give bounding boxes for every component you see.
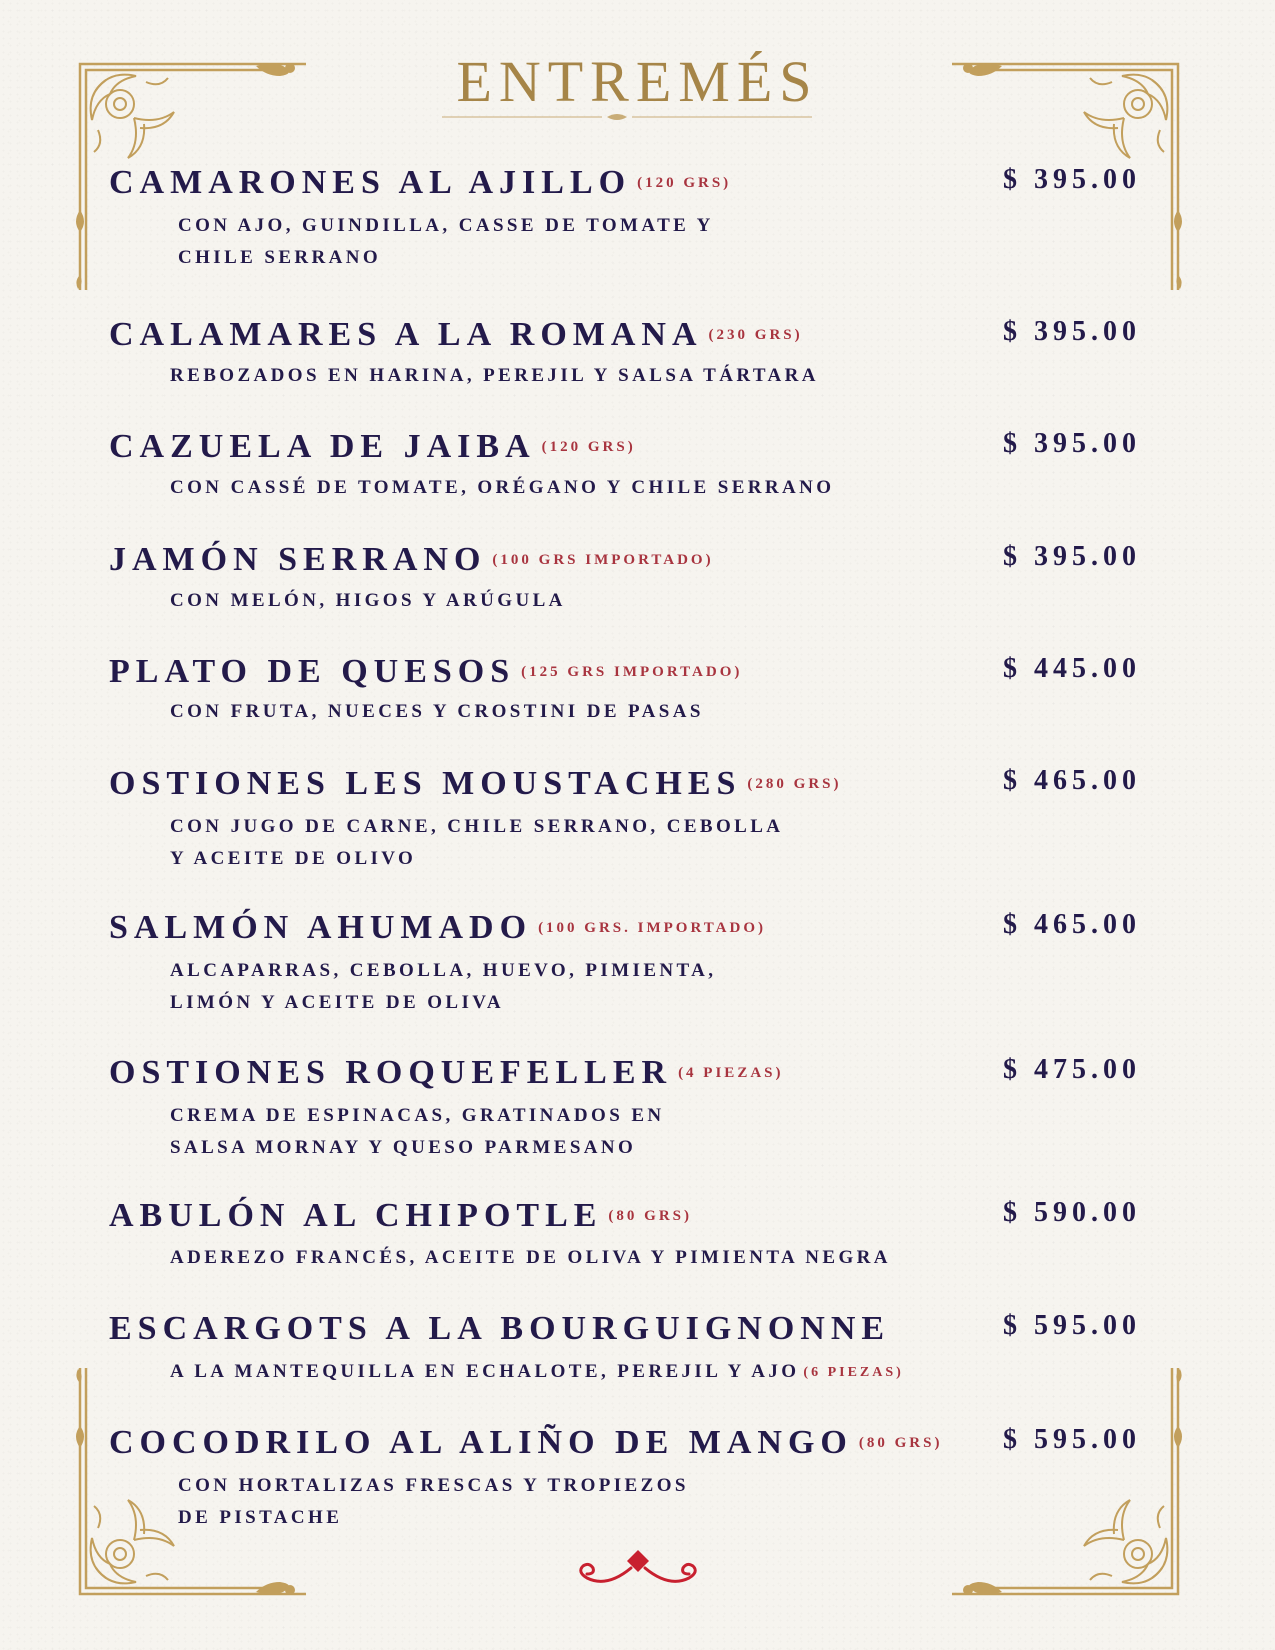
item-heading [109,765,842,803]
item-description: CON MELÓN, HIGOS Y ARÚGULA [170,590,566,611]
item-heading [109,1197,692,1235]
item-portion: (120 GRS) [541,439,636,455]
item-heading [109,653,742,691]
item-portion: (230 GRS) [708,327,803,343]
item-price: $ 475.00 [1003,1054,1141,1085]
item-name: OSTIONES ROQUEFELLER [109,1054,673,1091]
item-portion: (100 GRS IMPORTADO) [492,552,714,568]
item-portion: (4 PIEZAS) [678,1065,784,1081]
item-price: $ 465.00 [1003,765,1141,796]
item-name: COCODRILO AL ALIÑO DE MANGO [109,1424,853,1461]
item-portion: (125 GRS IMPORTADO) [521,664,743,680]
item-name: SALMÓN AHUMADO [109,909,533,946]
item-description: CREMA DE ESPINACAS, GRATINADOS EN SALSA MORNAY Y QUESO PARMESANO [170,1105,665,1158]
item-heading [109,1310,890,1348]
item-heading [109,428,636,466]
item-price: $ 590.00 [1003,1197,1141,1228]
item-price: $ 595.00 [1003,1424,1141,1455]
item-portion: (280 GRS) [747,776,842,792]
item-name: CAZUELA DE JAIBA [109,428,536,465]
item-description: CON FRUTA, NUECES Y CROSTINI DE PASAS [170,701,704,722]
item-name: JAMÓN SERRANO [109,541,487,578]
item-price: $ 395.00 [1003,316,1141,347]
item-name: ABULÓN AL CHIPOTLE [109,1197,603,1234]
item-description: ALCAPARRAS, CEBOLLA, HUEVO, PIMIENTA, LIMÓN Y ACEITE DE OLIVA [170,960,717,1013]
item-heading [109,541,714,579]
item-portion: (120 GRS) [637,175,732,191]
item-name: PLATO DE QUESOS [109,653,516,690]
item-description: CON AJO, GUINDILLA, CASSE DE TOMATE Y CHILE SERRANO [178,215,714,268]
corner-ornament-bottom-right [952,1368,1182,1598]
item-price: $ 465.00 [1003,909,1141,940]
item-price: $ 395.00 [1003,541,1141,572]
item-portion: (100 GRS. IMPORTADO) [538,920,766,936]
item-name: ESCARGOTS A LA BOURGUIGNONNE [109,1310,891,1347]
item-description [170,1356,904,1389]
item-description-text: A LA MANTEQUILLA EN ECHALOTE, PEREJIL Y AJO [170,1361,800,1382]
item-portion: (80 GRS) [858,1435,943,1451]
item-price: $ 395.00 [1003,428,1141,459]
item-portion: (6 PIEZAS) [803,1365,904,1380]
item-name: CAMARONES AL AJILLO [109,164,632,201]
item-price: $ 395.00 [1003,164,1141,195]
item-name: OSTIONES LES MOUSTACHES [109,765,742,802]
item-heading [109,164,731,202]
item-price: $ 595.00 [1003,1310,1141,1341]
title-divider [442,112,812,122]
flourish-ornament [577,1548,699,1594]
item-price: $ 445.00 [1003,653,1141,684]
item-description: CON CASSÉ DE TOMATE, ORÉGANO Y CHILE SERRANO [170,477,835,498]
item-description: ADEREZO FRANCÉS, ACEITE DE OLIVA Y PIMIENTA NEGRA [170,1247,891,1268]
item-description: CON JUGO DE CARNE, CHILE SERRANO, CEBOLLA Y ACEITE DE OLIVO [170,816,784,869]
item-heading [109,909,766,947]
item-heading [109,1054,784,1092]
item-description: CON HORTALIZAS FRESCAS Y TROPIEZOS DE PISTACHE [178,1475,689,1528]
item-name: CALAMARES A LA ROMANA [109,316,703,353]
item-description: REBOZADOS EN HARINA, PEREJIL Y SALSA TÁRTARA [170,365,819,386]
item-heading [109,316,803,354]
item-portion: (80 GRS) [608,1208,693,1224]
item-heading [109,1424,942,1462]
menu-title: ENTREMÉS [456,49,819,114]
